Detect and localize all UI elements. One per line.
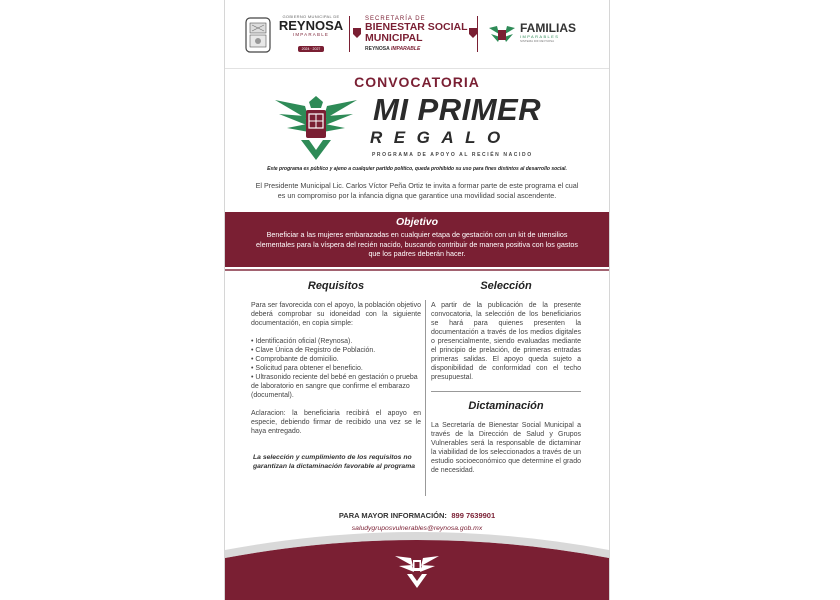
header-logos — [225, 0, 609, 69]
bienestar-line3: MUNICIPAL — [365, 32, 423, 44]
reynosa-title: REYNOSA — [278, 18, 344, 33]
program-title-line2: REGALO — [370, 128, 512, 147]
column-divider — [425, 300, 426, 496]
bienestar-line4 — [365, 46, 475, 52]
seleccion-section — [431, 282, 581, 484]
requisitos-section — [251, 282, 421, 471]
seleccion-text: A partir de la publicación de la presente convocatoria, la selección de los beneficiarios se hará para quienes presenten la documentación a través de los medios digitales o presencialmente, siendo evaluadas mediante el principio de prelación, de primeras entradas primeras salidas. El apoyo queda sujeto a disponibilidad de conformidad con el techo presupuestal. — [431, 302, 581, 381]
contact-label: PARA MAYOR INFORMACIÓN: — [338, 511, 447, 520]
reynosa-tagline: IMPARABLE — [292, 32, 330, 37]
reynosa-seal-icon — [245, 16, 271, 54]
bienestar-logo — [365, 16, 475, 52]
aclaracion-text: Aclaracion: la beneficiaria recibirá el apoyo en especie, debiendo firmar de recibido una vez se le haya entregado. — [251, 410, 421, 435]
eagle-emblem-icon — [275, 94, 357, 160]
disclaimer-text: Este programa es público y ajeno a cualquier partido político, queda prohibido su uso para fines distintos al desarrollo social. — [267, 166, 567, 172]
poster — [224, 0, 610, 600]
objetivo-text: Beneficiar a las mujeres embarazadas en cualquier etapa de gestación con un kit de utensilios elementales para la víspera del recién nacido, buscando contribuir de manera positiva con los gastos que los padres deberán hacer. — [255, 230, 579, 258]
list-item: • Clave Única de Registro de Población. — [251, 346, 421, 355]
requisitos-title: Requisitos — [307, 280, 365, 292]
header-divider — [477, 16, 478, 52]
familias-small-text: SISTEMA DIF REYNOSA — [520, 39, 555, 43]
familias-title: FAMILIAS — [520, 21, 576, 35]
reynosa-small-text: GOBIERNO MUNICIPAL DE — [282, 14, 340, 19]
section-divider — [225, 269, 609, 271]
list-item: • Identificación oficial (Reynosa). — [251, 337, 421, 346]
bienestar-line4-b: IMPARABLE — [390, 46, 421, 52]
bienestar-line2: BIENESTAR SOCIAL — [365, 21, 468, 33]
shield-icon — [469, 28, 477, 38]
warning-text: La selección y cumplimiento de los requisitos no garantizan la dictaminación favorable al programa — [253, 454, 416, 470]
eagle-logo-icon — [487, 22, 517, 46]
dictaminacion-title: Dictaminación — [468, 400, 544, 412]
footer-band — [225, 528, 609, 600]
header-divider — [349, 16, 350, 52]
program-title-line1: MI PRIMER — [373, 92, 542, 127]
objetivo-section — [225, 212, 609, 267]
reynosa-logo — [277, 14, 345, 55]
familias-tagline: IMPARABLES — [520, 34, 560, 39]
program-subtitle: PROGRAMA DE APOYO AL RECIÉN NACIDO — [372, 152, 533, 158]
bienestar-line4-a: REYNOSA — [365, 46, 390, 52]
convocatoria-heading: CONVOCATORIA — [354, 74, 480, 90]
reynosa-years: 2024 · 2027 — [298, 46, 325, 52]
contact-email: saludygruposvulnerables@reynosa.gob.mx — [351, 525, 483, 532]
section-divider — [431, 391, 581, 392]
seleccion-title: Selección — [480, 280, 532, 292]
shield-icon — [353, 28, 361, 38]
intro-text: El Presidente Municipal Lic. Carlos Víctor Peña Ortiz te invita a formar parte de este programa el cual es un compromiso por la infancia digna que garantice una movilidad social ascendente. — [255, 181, 579, 200]
bienestar-line1: SECRETARÍA DE — [365, 16, 426, 22]
objetivo-title: Objetivo — [395, 216, 438, 228]
requisitos-intro: Para ser favorecida con el apoyo, la población objetivo deberá comprobar su idoneidad con la siguiente documentación, en copia simple: — [251, 302, 421, 327]
list-item: • Solicitud para obtener el beneficio. — [251, 364, 421, 373]
requisitos-list — [251, 337, 421, 400]
contact-phone: 899 7639901 — [451, 511, 496, 520]
dictaminacion-text: La Secretaría de Bienestar Social Municipal a través de la Dirección de Salud y Grupos Vulnerables será la responsable de dictaminar la viabilidad de los seleccionados a través de un estudio socioeconómico que determine el grado de necesidad. — [431, 422, 581, 474]
list-item: • Ultrasonido reciente del bebé en gestación o prueba de laboratorio en sangre que confirme el embarazo (documental). — [251, 373, 421, 400]
list-item: • Comprobante de domicilio. — [251, 355, 421, 364]
familias-logo — [520, 22, 600, 43]
